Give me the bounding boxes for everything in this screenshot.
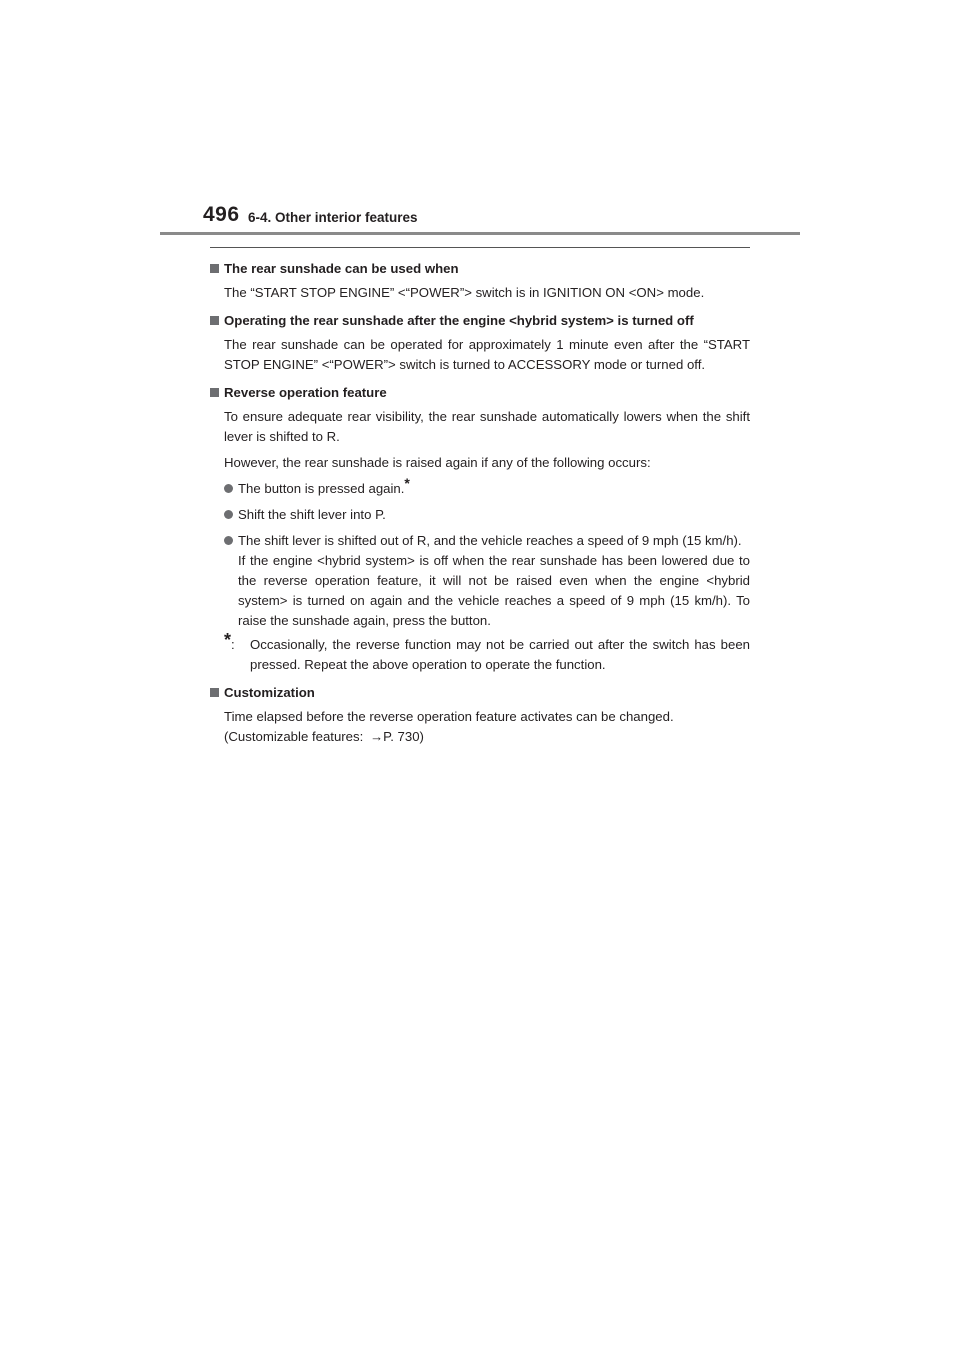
heading-text: Operating the rear sunshade after the engine <hybrid system> is turned off bbox=[224, 313, 694, 328]
arrow-right-icon: → bbox=[369, 729, 384, 744]
page-number: 496 bbox=[203, 203, 240, 226]
footnote-asterisk: * bbox=[224, 630, 232, 650]
section-heading-customization bbox=[210, 683, 750, 703]
cross-reference bbox=[224, 727, 750, 747]
page-content bbox=[210, 259, 750, 747]
list-item bbox=[224, 531, 750, 631]
list-item-text: The shift lever is shifted out of R, and the vehicle reaches a speed of 9 mph (15 km/h). bbox=[238, 533, 742, 548]
list-item bbox=[224, 505, 750, 525]
header-rule bbox=[160, 232, 800, 235]
paragraph: The rear sunshade can be operated for approximately 1 minute even after the “START STOP ENGINE” <“POWER”> switch is turned to ACCESSORY mode or turned off. bbox=[224, 337, 750, 372]
reference-prefix: (Customizable features: bbox=[224, 729, 364, 744]
list-item-note: If the engine <hybrid system> is off when the rear sunshade has been lowered due to the reverse operation feature, it will not be raised even when the engine <hybrid system> is turned on again and the vehicle reaches a speed of 9 mph (15 km/h). To raise the sunshade again, press the button. bbox=[238, 553, 750, 628]
section-title: 6-4. Other interior features bbox=[248, 210, 418, 225]
round-bullet-icon bbox=[224, 510, 233, 519]
heading-text: The rear sunshade can be used when bbox=[224, 261, 459, 276]
square-bullet-icon bbox=[210, 316, 219, 325]
asterisk-marker: * bbox=[404, 475, 410, 491]
paragraph: To ensure adequate rear visibility, the rear sunshade automatically lowers when the shift lever is shifted to R. bbox=[224, 409, 750, 444]
round-bullet-icon bbox=[224, 484, 233, 493]
section-heading-reverse-operation bbox=[210, 383, 750, 403]
round-bullet-icon bbox=[224, 536, 233, 545]
list-item-text: Shift the shift lever into P. bbox=[238, 507, 386, 522]
square-bullet-icon bbox=[210, 688, 219, 697]
paragraph: However, the rear sunshade is raised again if any of the following occurs: bbox=[224, 455, 651, 470]
heading-text: Reverse operation feature bbox=[224, 385, 387, 400]
paragraph: Time elapsed before the reverse operation feature activates can be changed. bbox=[224, 709, 674, 724]
footnote-separator: : bbox=[231, 637, 235, 652]
list-item bbox=[224, 475, 750, 499]
heading-text: Customization bbox=[224, 685, 315, 700]
paragraph: The “START STOP ENGINE” <“POWER”> switch is in IGNITION ON <ON> mode. bbox=[224, 285, 705, 300]
content-rule bbox=[210, 247, 750, 248]
list-item-text: The button is pressed again. bbox=[238, 481, 405, 496]
reference-target: P. 730) bbox=[383, 729, 424, 744]
section-heading-usage bbox=[210, 259, 750, 279]
section-heading-after-engine-off bbox=[210, 311, 750, 331]
square-bullet-icon bbox=[210, 388, 219, 397]
square-bullet-icon bbox=[210, 264, 219, 273]
footnote-text: Occasionally, the reverse function may not be carried out after the switch has been pressed. Repeat the above operation to operate the function. bbox=[250, 637, 750, 672]
footnote bbox=[224, 630, 750, 675]
